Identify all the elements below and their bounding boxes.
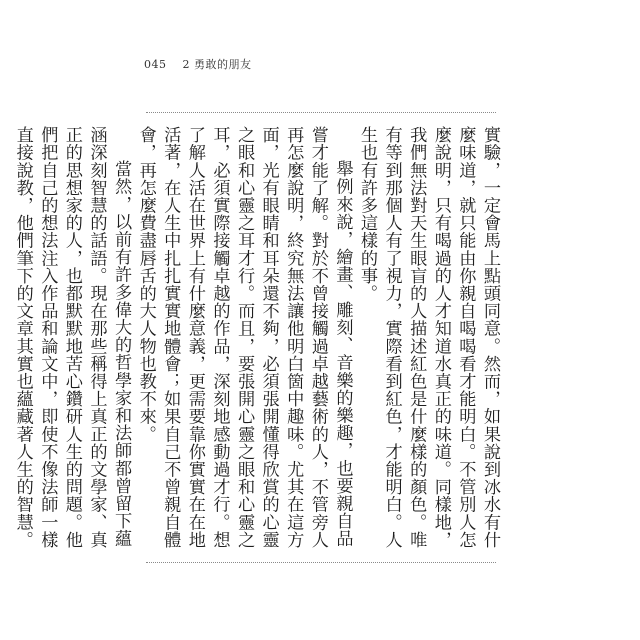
bottom-dotted-divider	[146, 562, 496, 563]
vertical-body-text	[10, 126, 502, 550]
paragraph-1: 實驗，一定會馬上點頭同意。然而，如果說到冰水有什麼味道，就只能由你親自喝喝看才能明白。不管別人怎麼說明，只有喝過的人才知道水真正的味道。同樣地，我們無法對天生眼盲的人描述紅色是什麼樣的顏色。唯有等到那個人有了視力，實際看到紅色，才能明白。人生也有許多這樣的事。	[357, 126, 500, 549]
running-header	[144, 56, 252, 72]
chapter-title: 2 勇敢的朋友	[182, 58, 252, 71]
page-number: 045	[144, 58, 167, 71]
top-dotted-divider	[146, 112, 496, 113]
paragraph-3: 當然，以前有許多偉大的哲學家和法師都曾留下蘊涵深刻智慧的話語。現在那些稱得上真正的文學家、真正的思想家的人，也都默默地苦心鑽研人生的問題。他們把自己的想法注入作品和論文中，即使不像法師一樣直接說教，他們筆下的文章其實也蘊藏著人生的智慧。	[12, 126, 132, 549]
paragraph-2: 舉例來說，繪畫、雕刻、音樂的樂趣，也要親自品嘗才能了解。對於不曾接觸過卓越藝術的人，不管旁人再怎麼說明，終究無法讓他明白箇中趣味。尤其在這方面，光有眼睛和耳朵還不夠，必須張開懂得欣賞的心靈之眼和心靈之耳才行。而且，要張開心靈之眼和心靈之耳，必須實際接觸卓越的作品，深刻地感動過才行。想了解人活在世界上有什麼意義，更需要靠你實實在在地活著，在人生中扎扎實實地體會；如果自己不曾親自體會，再怎麼費盡唇舌的大人物也教不來。	[135, 126, 353, 549]
